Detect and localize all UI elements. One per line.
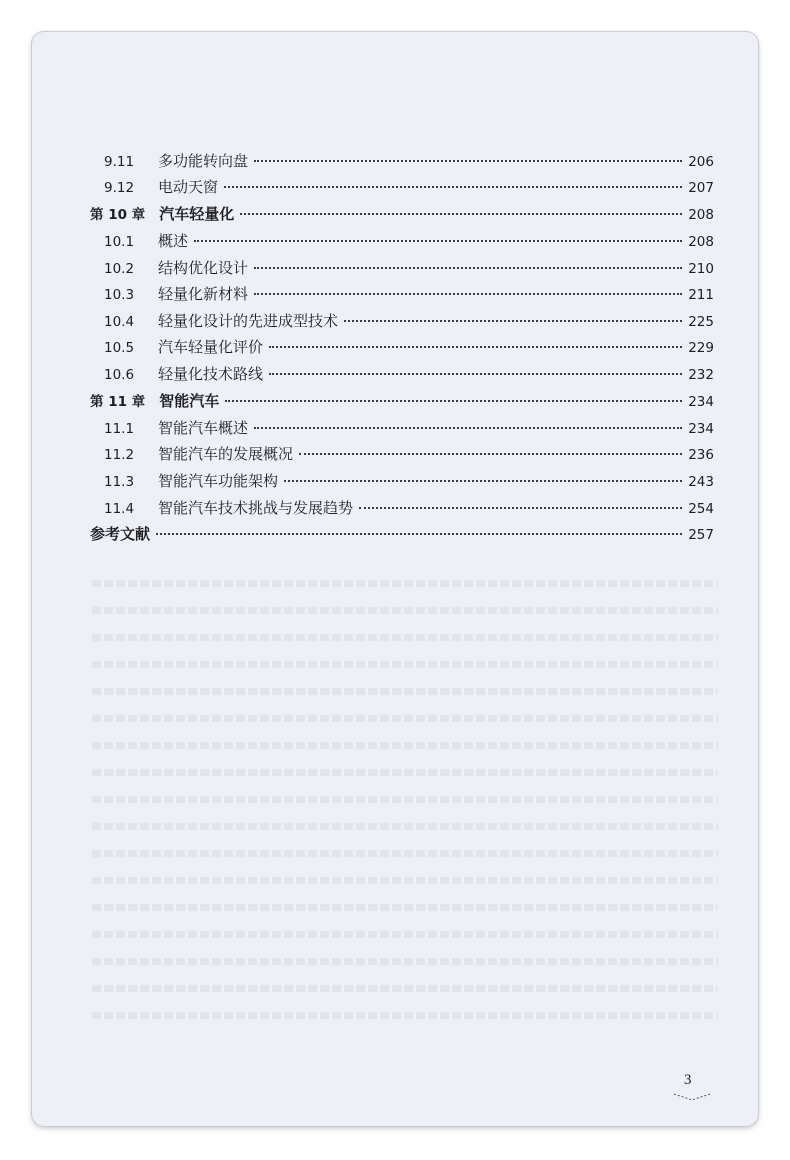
chapter-number: 第 10 章 <box>90 207 146 223</box>
folio-page-number: 3 <box>684 1072 692 1088</box>
leader-dots <box>156 533 682 535</box>
toc-chapter <box>90 391 714 412</box>
section-title: 电动天窗 <box>158 178 219 196</box>
section-title: 汽车轻量化评价 <box>158 338 264 356</box>
section-number: 10.2 <box>104 261 135 277</box>
toc-chapter <box>90 524 714 545</box>
section-title: 智能汽车的发展概况 <box>158 445 294 463</box>
chapter-title: 汽车轻量化 <box>159 205 235 223</box>
toc-entry <box>104 498 714 519</box>
section-number: 10.3 <box>104 287 135 303</box>
chapter-title: 参考文献 <box>90 525 151 543</box>
section-number: 10.4 <box>104 314 135 330</box>
book-page <box>32 32 758 1126</box>
section-title: 智能汽车技术挑战与发展趋势 <box>158 499 354 517</box>
leader-dots <box>225 400 682 402</box>
page-number: 236 <box>688 447 714 463</box>
toc-entry <box>104 364 714 385</box>
leader-dots <box>194 240 682 242</box>
page-number: 243 <box>688 474 714 490</box>
leader-dots <box>254 427 682 429</box>
section-title: 轻量化设计的先进成型技术 <box>158 312 339 330</box>
toc-entry <box>104 311 714 332</box>
section-number: 10.6 <box>104 367 135 383</box>
leader-dots <box>240 213 682 215</box>
section-number: 11.3 <box>104 474 135 490</box>
page-number: 211 <box>688 287 714 303</box>
page-number: 206 <box>688 154 714 170</box>
section-number: 10.5 <box>104 340 135 356</box>
toc-entry <box>104 177 714 198</box>
page-number: 254 <box>688 501 714 517</box>
leader-dots <box>269 373 682 375</box>
toc-entry <box>104 284 714 305</box>
page-number: 229 <box>688 340 714 356</box>
toc-entry <box>104 258 714 279</box>
page-number: 234 <box>688 421 714 437</box>
leader-dots <box>284 480 682 482</box>
toc-entry <box>104 444 714 465</box>
page-number: 210 <box>688 261 714 277</box>
page-number: 208 <box>688 207 714 223</box>
section-title: 结构优化设计 <box>158 259 249 277</box>
page-number: 232 <box>688 367 714 383</box>
section-title: 轻量化技术路线 <box>158 365 264 383</box>
toc-entry <box>104 418 714 439</box>
folio-ornament <box>674 1092 710 1102</box>
page-number: 207 <box>688 180 714 196</box>
page-number: 208 <box>688 234 714 250</box>
toc-entry <box>104 231 714 252</box>
leader-dots <box>254 160 682 162</box>
section-title: 智能汽车功能架构 <box>158 472 279 490</box>
leader-dots <box>359 507 682 509</box>
leader-dots <box>254 293 682 295</box>
leader-dots <box>299 453 682 455</box>
section-number: 10.1 <box>104 234 135 250</box>
section-number: 11.2 <box>104 447 135 463</box>
section-number: 9.12 <box>104 180 135 196</box>
toc-entry <box>104 471 714 492</box>
section-title: 多功能转向盘 <box>158 152 249 170</box>
chapter-title: 智能汽车 <box>159 392 220 410</box>
section-number: 11.4 <box>104 501 135 517</box>
page-number: 225 <box>688 314 714 330</box>
table-of-contents <box>32 32 758 1126</box>
toc-entry <box>104 151 714 172</box>
section-title: 智能汽车概述 <box>158 419 249 437</box>
leader-dots <box>269 346 682 348</box>
leader-dots <box>224 186 682 188</box>
section-number: 11.1 <box>104 421 135 437</box>
section-title: 轻量化新材料 <box>158 285 249 303</box>
page-number: 234 <box>688 394 714 410</box>
toc-chapter <box>90 204 714 225</box>
section-title: 概述 <box>158 232 189 250</box>
chapter-number: 第 11 章 <box>90 394 146 410</box>
leader-dots <box>254 267 682 269</box>
toc-entry <box>104 337 714 358</box>
leader-dots <box>344 320 682 322</box>
page-number: 257 <box>688 527 714 543</box>
section-number: 9.11 <box>104 154 135 170</box>
